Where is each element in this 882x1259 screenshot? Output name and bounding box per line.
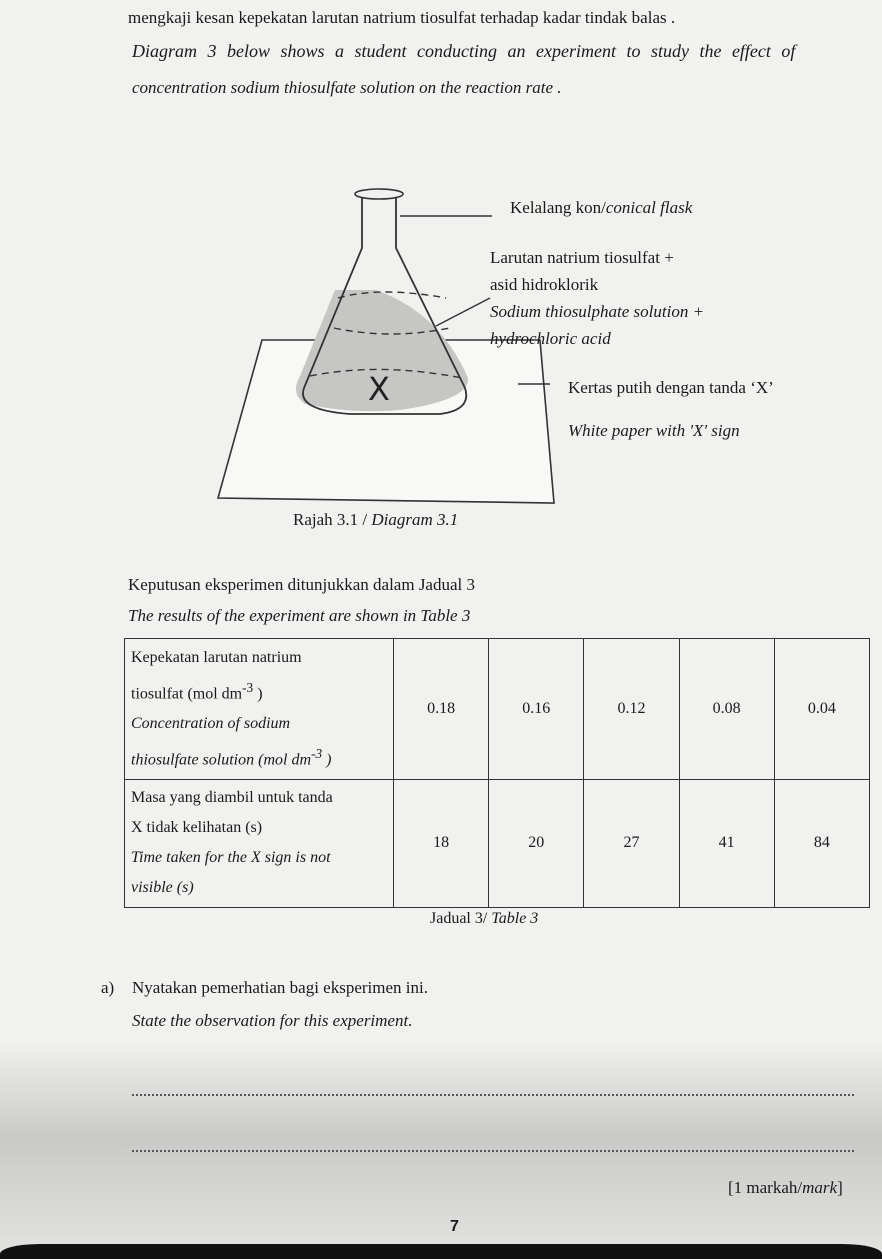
- answer-line-2[interactable]: [132, 1150, 854, 1152]
- label-paper-malay: Kertas putih dengan tanda ‘X’: [568, 378, 774, 397]
- bottom-edge: [0, 1244, 882, 1259]
- table-cell: 41: [679, 779, 774, 907]
- row-header-time: Masa yang diambil untuk tanda X tidak kelihatan (s) Time taken for the X sign is not visible (s): [125, 779, 394, 907]
- table-caption: Jadual 3/ Table 3: [430, 910, 539, 927]
- flask-neck-rim: [355, 189, 403, 199]
- label-solution-malay-2: asid hidroklorik: [490, 275, 599, 294]
- table-row-time: [125, 779, 870, 907]
- label-conical-flask: Kelalang kon/conical flask: [510, 198, 693, 217]
- results-intro-english: The results of the experiment are shown in Table 3: [128, 606, 471, 625]
- x-mark: X: [368, 370, 390, 408]
- table-cell: 18: [394, 779, 489, 907]
- page-number: 7: [450, 1218, 459, 1235]
- table-cell: 27: [584, 779, 679, 907]
- intro-english-line-1: Diagram 3 below shows a student conducting an experiment to study the effect of: [132, 41, 796, 61]
- intro-english-line-2: concentration sodium thiosulfate solution on the reaction rate .: [132, 78, 562, 97]
- question-a-label: a): [101, 978, 115, 997]
- row-header-concentration: Kepekatan larutan natrium tiosulfat (mol $dm^{-3}$ ) Concentration of sodium thiosulfate solution (mol $dm^{-3}$ ): [125, 639, 394, 780]
- table-cell: 0.04: [774, 639, 869, 780]
- label-solution-english-2: hydrochloric acid: [490, 329, 611, 348]
- results-table: [124, 638, 870, 908]
- label-paper-english: White paper with 'X' sign: [568, 421, 740, 440]
- results-intro-malay: Keputusan eksperimen ditunjukkan dalam Jadual 3: [128, 575, 475, 594]
- table-row-concentration: [125, 639, 870, 780]
- table-cell: 0.16: [489, 639, 584, 780]
- label-solution-english-1: Sodium thiosulphate solution +: [490, 302, 705, 321]
- mark-allocation: [1 markah/mark]: [728, 1178, 843, 1197]
- question-a-english: State the observation for this experiment.: [132, 1011, 413, 1030]
- table-cell: 20: [489, 779, 584, 907]
- question-a-malay: Nyatakan pemerhatian bagi eksperimen ini.: [132, 978, 428, 997]
- intro-malay: mengkaji kesan kepekatan larutan natrium tiosulfat terhadap kadar tindak balas .: [128, 8, 676, 27]
- table-cell: 0.18: [394, 639, 489, 780]
- leader-solution: [436, 298, 490, 326]
- table-cell: 84: [774, 779, 869, 907]
- answer-line-1[interactable]: [132, 1094, 854, 1096]
- table-cell: 0.08: [679, 639, 774, 780]
- table-cell: 0.12: [584, 639, 679, 780]
- diagram-caption: Rajah 3.1 / Diagram 3.1: [293, 510, 459, 529]
- label-solution-malay-1: Larutan natrium tiosulfat +: [490, 248, 674, 267]
